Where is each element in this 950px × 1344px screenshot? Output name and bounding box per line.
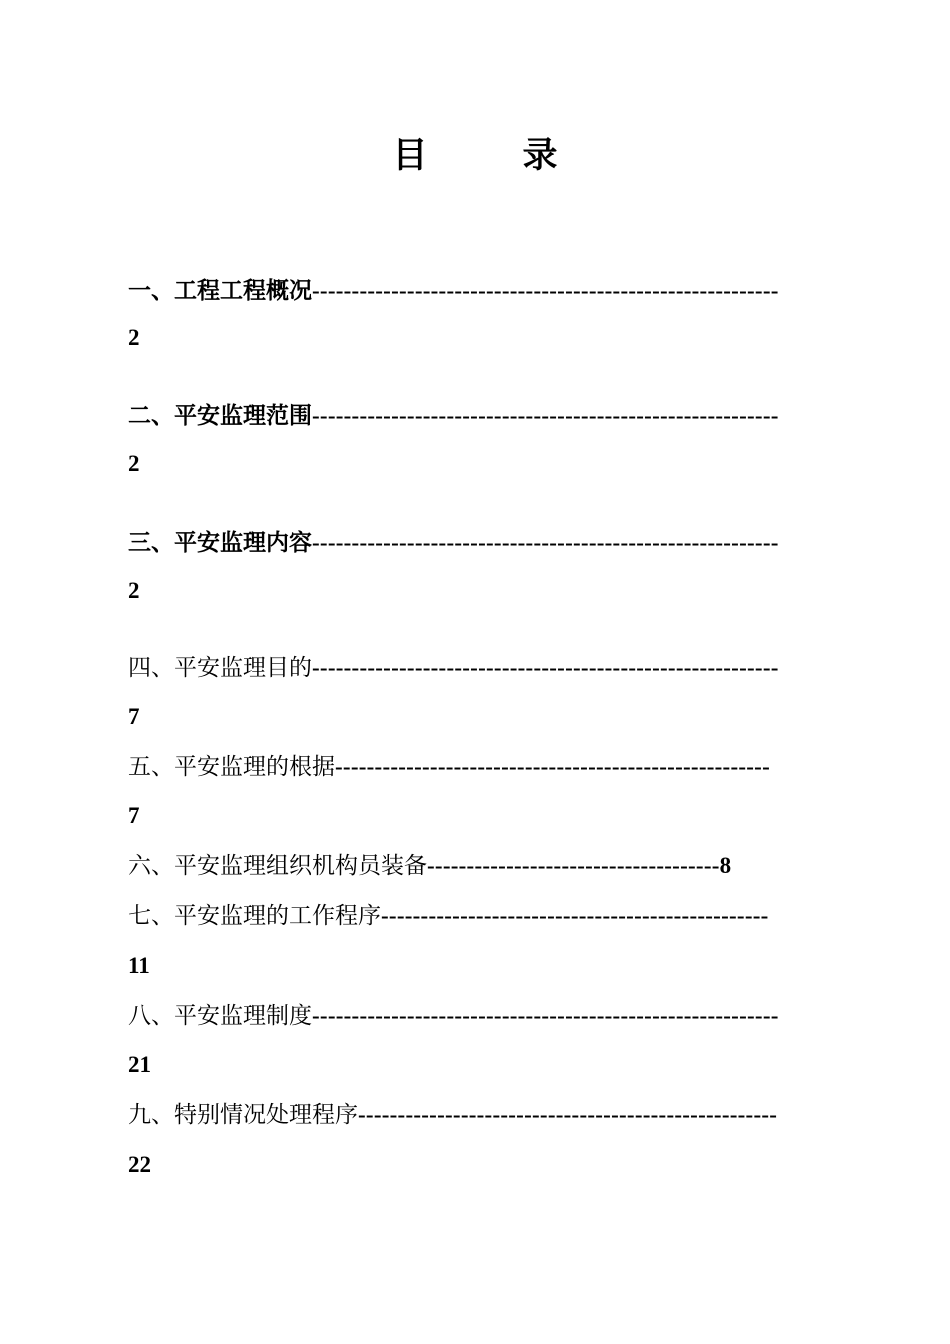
toc-entry-2 (128, 401, 779, 431)
toc-entry-title: 五、平安监理的根据 (128, 754, 335, 779)
toc-page-number: 2 (128, 451, 140, 476)
toc-page-number: 21 (128, 1052, 151, 1077)
toc-entry-6 (128, 851, 731, 881)
toc-entry-7 (128, 901, 769, 931)
toc-entry-title: 一、工程工程概况 (128, 278, 312, 303)
toc-entry-9 (128, 1100, 777, 1130)
toc-entry-title: 四、平安监理目的 (128, 655, 312, 680)
toc-entry-1 (128, 276, 779, 306)
toc-entry-4 (128, 653, 779, 683)
toc-entry-title: 九、特别情况处理程序 (128, 1102, 358, 1127)
toc-leader: ----------------------------------------------------------- (312, 1003, 779, 1028)
toc-entry-3 (128, 528, 779, 558)
toc-leader: ----------------------------------------------------------- (312, 530, 779, 555)
toc-page-number: 7 (128, 803, 140, 828)
toc-leader: ------------------------------------------------- (381, 903, 769, 928)
toc-page-number: 22 (128, 1152, 151, 1177)
toc-leader: ----------------------------------------------------------- (312, 655, 779, 680)
toc-page-number: 8 (719, 853, 732, 878)
toc-entry-title: 六、平安监理组织机构员装备 (128, 853, 427, 878)
toc-entry-title: 二、平安监理范围 (128, 403, 312, 428)
toc-entry-title: 三、平安监理内容 (128, 530, 312, 555)
toc-leader: ----------------------------------------------------- (358, 1102, 778, 1127)
toc-leader: ------------------------------------- (427, 853, 720, 878)
toc-entry-8 (128, 1001, 779, 1031)
toc-entry-title: 七、平安监理的工作程序 (128, 903, 381, 928)
toc-leader: ----------------------------------------------------------- (312, 403, 779, 428)
toc-page-number: 2 (128, 325, 140, 350)
toc-page-number: 11 (128, 953, 150, 978)
toc-page-number: 7 (128, 704, 140, 729)
toc-page-number: 2 (128, 578, 140, 603)
toc-entry-title: 八、平安监理制度 (128, 1003, 312, 1028)
toc-entry-5 (128, 752, 770, 782)
page-title: 目 录 (392, 136, 588, 175)
toc-leader: ----------------------------------------------------------- (312, 278, 779, 303)
toc-leader: ------------------------------------------------------- (335, 754, 771, 779)
